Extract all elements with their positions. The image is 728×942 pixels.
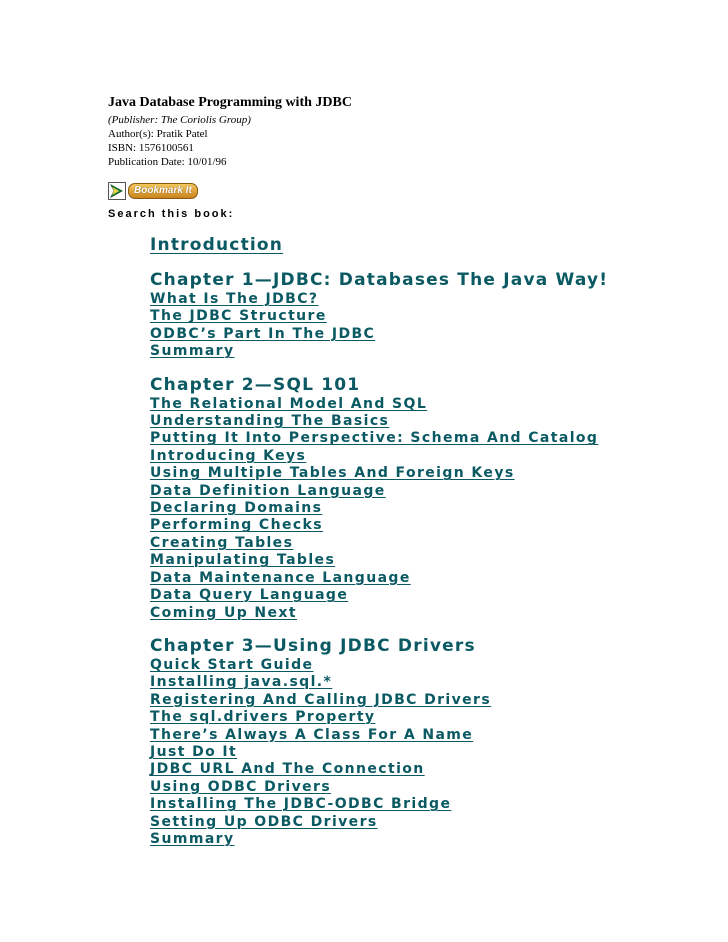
book-isbn: ISBN: 1576100561 <box>108 142 194 154</box>
section-link[interactable]: Quick Start Guide <box>150 656 314 673</box>
section-link[interactable]: Coming Up Next <box>150 604 297 621</box>
section-link[interactable]: Registering And Calling JDBC Drivers <box>150 691 492 708</box>
section-link[interactable]: Declaring Domains <box>150 500 323 517</box>
book-author: Author(s): Pratik Patel <box>108 128 208 140</box>
section-link[interactable]: What Is The JDBC? <box>150 291 319 307</box>
section-link[interactable]: Creating Tables <box>150 534 294 551</box>
section-link[interactable]: Understanding The Basics <box>150 413 390 430</box>
section-link[interactable]: Just Do It <box>150 743 238 760</box>
section-link[interactable]: Performing Checks <box>150 517 324 534</box>
section-link[interactable]: ODBC’s Part In The JDBC <box>150 325 376 342</box>
section-link[interactable]: Summary <box>150 343 235 360</box>
section-link[interactable]: Using Multiple Tables And Foreign Keys <box>150 465 515 482</box>
section-link[interactable]: Setting Up ODBC Drivers <box>150 813 378 830</box>
book-info <box>108 94 698 169</box>
chapter-1 <box>150 270 698 361</box>
section-link[interactable]: The sql.drivers Property <box>150 709 376 726</box>
section-link[interactable]: Data Query Language <box>150 587 349 604</box>
section-link[interactable]: Installing java.sql.* <box>150 674 333 691</box>
bookmark-label: Bookmark It <box>128 183 198 199</box>
book-publisher: (Publisher: The Coriolis Group) <box>108 114 251 126</box>
page <box>108 94 698 862</box>
search-label: Search this book: <box>108 208 235 220</box>
toc-introduction <box>150 235 698 256</box>
section-link[interactable]: Data Maintenance Language <box>150 569 411 586</box>
bookmark-row <box>108 181 698 201</box>
introduction-link[interactable]: Introduction <box>150 235 284 255</box>
book-title: Java Database Programming with JDBC <box>108 95 352 110</box>
section-link[interactable]: The JDBC Structure <box>150 308 327 325</box>
chapter-title[interactable]: Chapter 2—SQL 101 <box>150 374 361 395</box>
book-publication-date: Publication Date: 10/01/96 <box>108 156 227 168</box>
section-link[interactable]: Putting It Into Perspective: Schema And Catalog <box>150 430 599 447</box>
section-link[interactable]: The Relational Model And SQL <box>150 395 428 412</box>
section-link[interactable]: Installing The JDBC-ODBC Bridge <box>150 796 452 813</box>
section-link[interactable]: Manipulating Tables <box>150 552 336 569</box>
chapter-2 <box>150 375 698 622</box>
section-link[interactable]: There’s Always A Class For A Name <box>150 726 474 743</box>
bookmark-button[interactable] <box>108 182 198 200</box>
section-link[interactable]: Data Definition Language <box>150 482 386 499</box>
bookmark-arrow-icon <box>108 182 126 200</box>
section-link[interactable]: JDBC URL And The Connection <box>150 761 425 778</box>
chapter-3 <box>150 636 698 848</box>
table-of-contents <box>150 235 698 848</box>
chapter-title[interactable]: Chapter 1—JDBC: Databases The Java Way! <box>150 270 609 290</box>
section-link[interactable]: Using ODBC Drivers <box>150 778 332 795</box>
section-link[interactable]: Introducing Keys <box>150 447 307 464</box>
chapter-title[interactable]: Chapter 3—Using JDBC Drivers <box>150 635 476 656</box>
section-link[interactable]: Summary <box>150 830 235 847</box>
